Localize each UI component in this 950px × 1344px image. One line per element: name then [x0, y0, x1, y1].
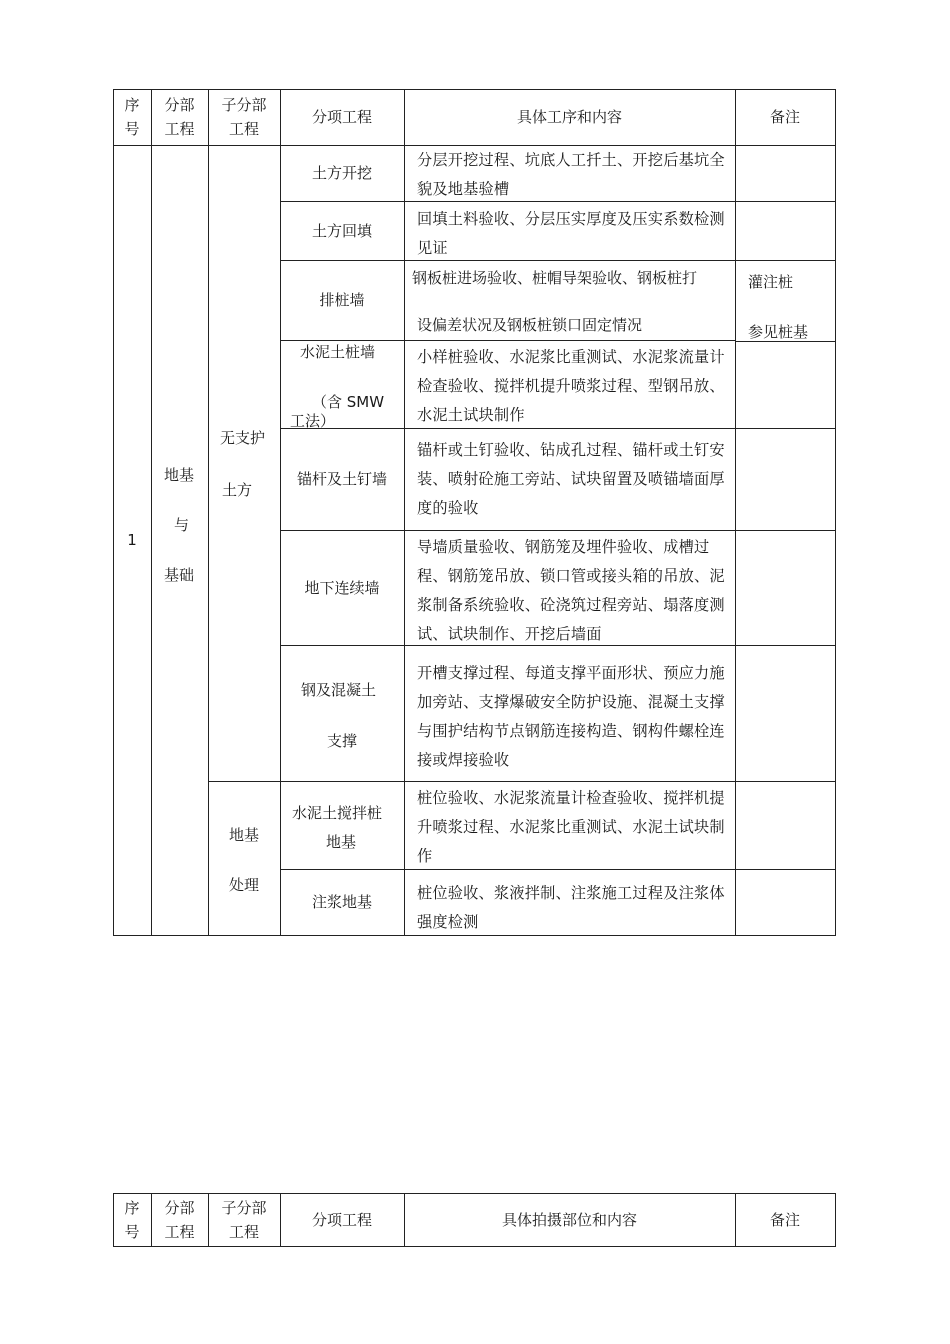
- item-row-5: 锚杆及土钉墙: [296, 470, 387, 488]
- t2-header-remark: 备注: [769, 1210, 800, 1229]
- content-row-7: 开槽支撑过程、每道支撑平面形状、预应力施加旁站、支撑爆破安全防护设施、混凝土支撑与围护结构节点钢筋连接构造、钢构件螺栓连接或焊接验收: [417, 664, 725, 769]
- content-row-5: 锚杆或土钉验收、钻成孔过程、锚杆或土钉安装、喷射砼施工旁站、试块留置及喷锚墙面厚度的验收: [417, 441, 725, 517]
- content-row-8: 桩位验收、水泥浆流量计检查验收、搅拌机提升喷浆过程、水泥浆比重测试、水泥土试块制作: [417, 789, 725, 865]
- content-row-1: 分层开挖过程、坑底人工扦土、开挖后基坑全貌及地基验槽: [417, 151, 725, 198]
- content-row-2: 回填土料验收、分层压实厚度及压实系数检测见证: [417, 210, 725, 257]
- content-row-3-line-1: 钢板桩进场验收、桩帽导架验收、钢板桩打: [412, 269, 698, 287]
- content-row-9: 桩位验收、浆液拌制、注浆施工过程及注浆体强度检测: [417, 884, 725, 931]
- item-row-3: 排桩墙: [319, 291, 365, 309]
- item-row-4-line-3: 工法）: [290, 412, 336, 430]
- subdivision-2-line-1: 地基: [229, 826, 260, 844]
- header-content: 具体工序和内容: [516, 108, 622, 126]
- item-row-6: 地下连续墙: [304, 578, 380, 597]
- remark-row-3-line-2: 参见桩基: [748, 323, 809, 341]
- item-row-1: 土方开挖: [311, 164, 372, 182]
- content-row-3-line-2: 设偏差状况及钢板桩锁口固定情况: [417, 316, 643, 334]
- item-row-8-line-2: 地基: [326, 833, 357, 851]
- seq-value: 1: [127, 531, 137, 549]
- header-subdivision: 子分部 工程: [221, 96, 267, 138]
- t2-header-subdivision: 子分部 工程: [221, 1198, 267, 1241]
- content-row-4: 小样桩验收、水泥浆比重测试、水泥浆流量计检查验收、搅拌机提升喷浆过程、型钢吊放、水泥土试块制作: [417, 348, 725, 424]
- header-division: 分部 工程: [164, 96, 195, 138]
- item-row-8-line-1: 水泥土搅拌桩: [292, 804, 383, 822]
- remark-row-3-line-1: 灌注桩: [748, 273, 794, 291]
- header-seq: 序 号: [124, 96, 140, 138]
- t2-header-content: 具体拍摄部位和内容: [501, 1210, 637, 1229]
- t2-header-item: 分项工程: [311, 1210, 372, 1229]
- item-row-2: 土方回填: [311, 221, 372, 240]
- content-row-6: 导墙质量验收、钢筋笼及埋件验收、成槽过程、钢筋笼吊放、锁口管或接头箱的吊放、泥浆制备系统验收、砼浇筑过程旁站、塌落度测试、试块制作、开挖后墙面: [417, 538, 725, 643]
- header-remark: 备注: [769, 108, 800, 126]
- item-row-9: 注浆地基: [311, 893, 372, 911]
- item-row-7-line-1: 钢及混凝土: [301, 681, 377, 699]
- header-item: 分项工程: [311, 108, 372, 126]
- item-row-4-line-1: 水泥土桩墙: [300, 343, 376, 361]
- subdivision-1-line-1: 无支护: [220, 429, 266, 447]
- division-line-1: 地基: [164, 466, 195, 484]
- subdivision-1-line-2: 土方: [222, 481, 253, 499]
- t2-header-seq: 序 号: [124, 1198, 140, 1241]
- item-row-7-line-2: 支撑: [327, 732, 358, 750]
- item-row-4-line-2: （含 SMW: [312, 393, 385, 411]
- division-line-2: 与: [174, 516, 190, 534]
- division-line-3: 基础: [164, 566, 195, 584]
- t2-header-division: 分部 工程: [164, 1198, 195, 1241]
- subdivision-2-line-2: 处理: [229, 876, 260, 894]
